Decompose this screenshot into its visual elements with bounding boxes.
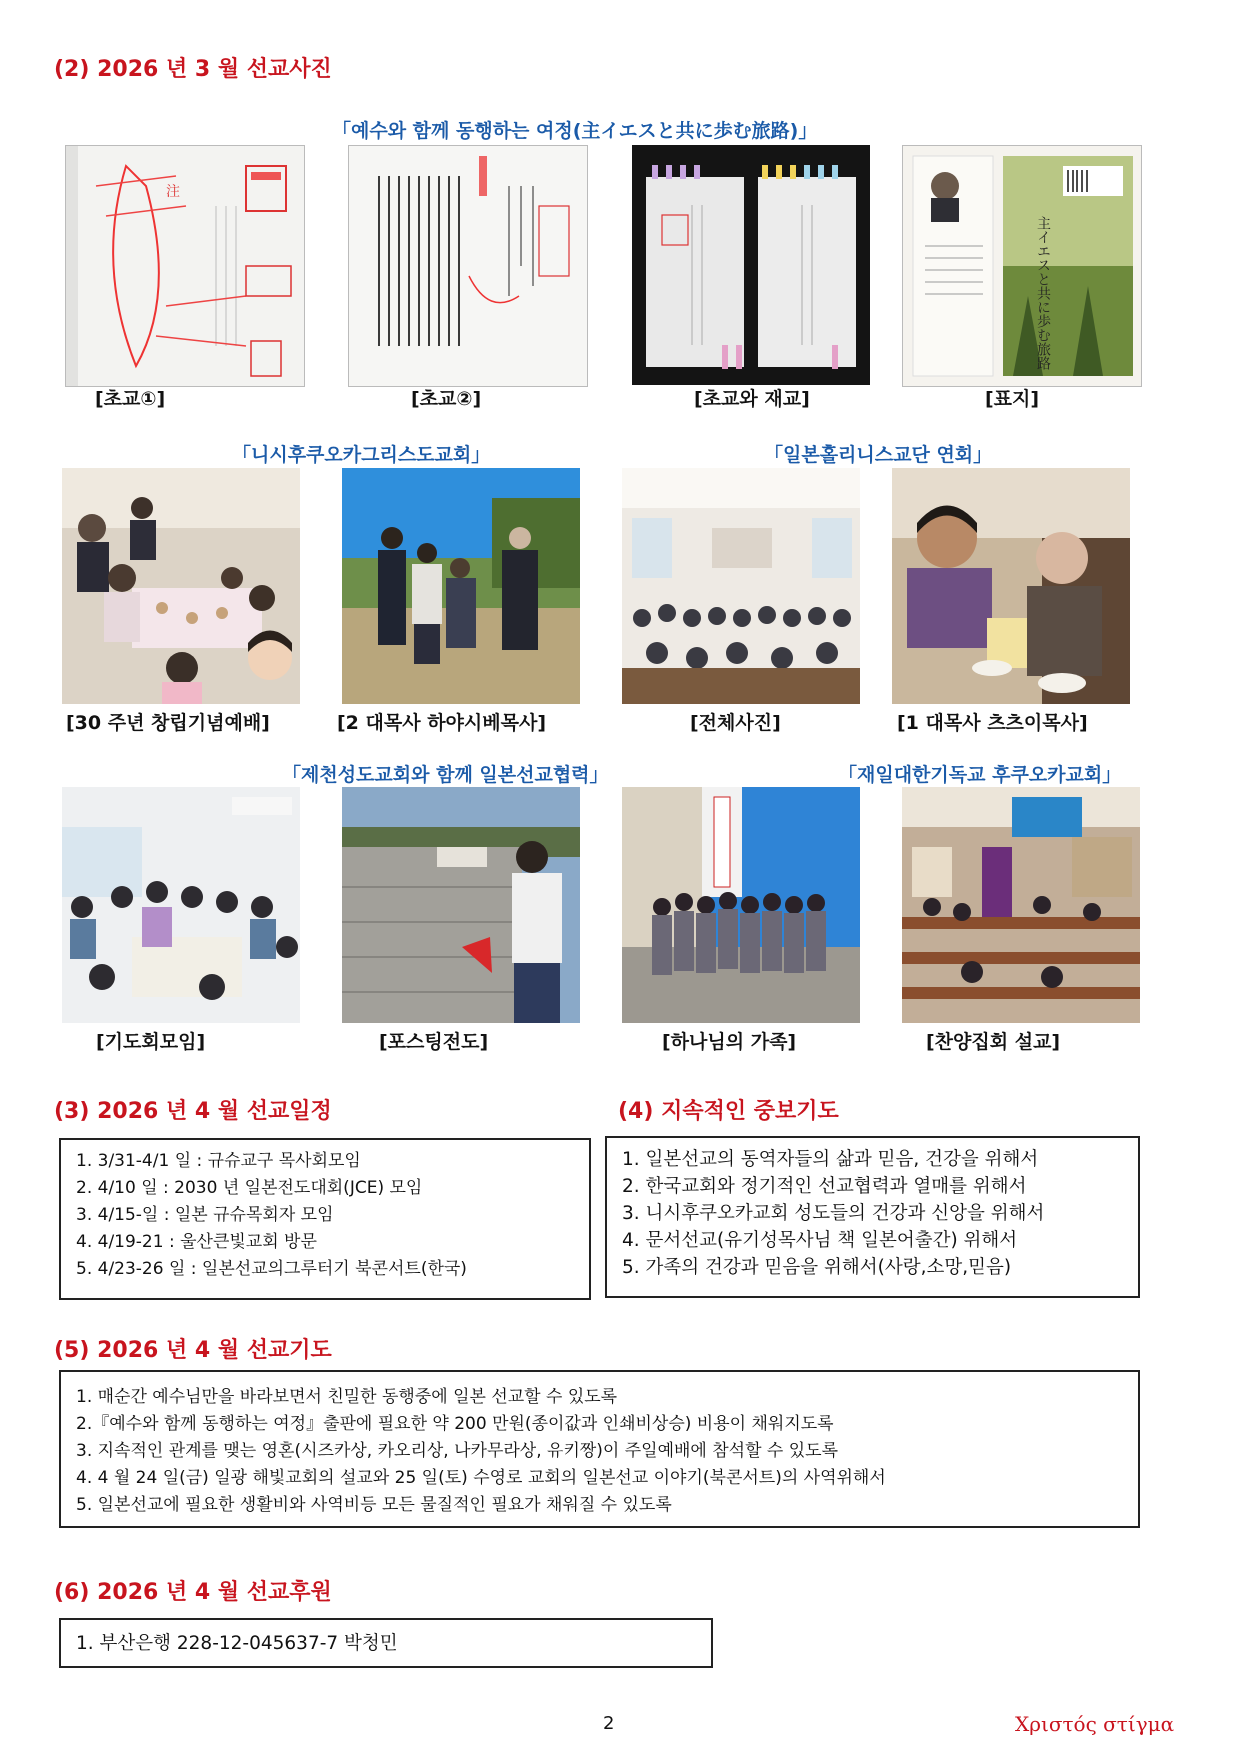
intercession-item: 1. 일본선교의 동역자들의 삶과 믿음, 건강을 위해서: [622, 1149, 1039, 1170]
intercession-item: 2. 한국교회와 정기적인 선교협력과 열매를 위해서: [622, 1176, 1027, 1197]
schedule-item: 5. 4/23-26 일 : 일본선교의그루터기 북콘서트(한국): [76, 1259, 467, 1279]
schedule-box: [59, 1138, 591, 1300]
page-number: 2: [603, 1713, 615, 1734]
support-box: [59, 1618, 713, 1668]
row1-label-2: [초교②]: [411, 388, 482, 410]
intercession-item: 5. 가족의 건강과 믿음을 위해서(사랑,소망,믿음): [622, 1257, 1012, 1278]
prayer-item: 3. 지속적인 관계를 맺는 영혼(시즈카상, 카오리상, 나카무라상, 유키짱)이 주일예배에 참석할 수 있도록: [76, 1441, 839, 1461]
section-6-heading: (6) 2026 년 4 월 선교후원: [54, 1580, 332, 1605]
caption-korean-christian: 「재일대한기독교 후쿠오카교회」: [838, 764, 1122, 786]
book-cover-photo: [902, 145, 1142, 387]
pastor-hayashibe-photo: [342, 468, 580, 704]
proof-2-photo: [348, 145, 588, 387]
family-of-god-photo: [622, 787, 860, 1023]
posting-evangelism-photo: [342, 787, 580, 1023]
row3-label-1: [기도회모임]: [96, 1031, 206, 1053]
prayer-meeting-photo: [62, 787, 300, 1023]
row1-label-1: [초교①]: [95, 388, 166, 410]
proof-comparison-photo: [632, 145, 870, 385]
prayer-item: 2.『예수와 함께 동행하는 여정』출판에 필요한 약 200 만원(종이값과 인쇄비상승) 비용이 채워지도록: [76, 1414, 834, 1434]
section-5-heading: (5) 2026 년 4 월 선교기도: [54, 1338, 332, 1363]
cover-title-text: 主イエスと共に歩む旅路: [1035, 216, 1051, 370]
footer-motto: Χριστός στίγμα: [1015, 1712, 1175, 1736]
row3-label-3: [하나님의 가족]: [662, 1031, 797, 1053]
svg-text:注: 注: [166, 184, 180, 200]
prayer-item: 5. 일본선교에 필요한 생활비와 사역비등 모든 물질적인 필요가 채워질 수 있도록: [76, 1495, 672, 1515]
schedule-item: 1. 3/31-4/1 일 : 규슈교구 목사회모임: [76, 1151, 361, 1171]
row2-label-1: [30 주년 창립기념예배]: [66, 712, 270, 734]
caption-nishi-fukuoka: 「니시후쿠오카그리스도교회」: [232, 444, 491, 466]
intercession-item: 4. 문서선교(유기성목사님 책 일본어출간) 위해서: [622, 1230, 1018, 1251]
section-2-heading: (2) 2026 년 3 월 선교사진: [54, 57, 332, 82]
prayer-item: 1. 매순간 예수님만을 바라보면서 친밀한 동행중에 일본 선교할 수 있도록: [76, 1387, 618, 1407]
row2-label-3: [전체사진]: [690, 712, 781, 734]
anniversary-photo: [62, 468, 300, 704]
group-photo: [622, 468, 860, 704]
section-3-heading: (3) 2026 년 4 월 선교일정: [54, 1099, 332, 1124]
row1-label-4: [표지]: [985, 388, 1040, 410]
book-caption: 「예수와 함께 동행하는 여정(主イエスと共に歩む旅路)」: [332, 120, 818, 142]
row1-label-3: [초교와 재교]: [694, 388, 810, 410]
caption-jecheon: 「제천성도교회와 함께 일본선교협력」: [282, 764, 609, 786]
intercession-box: [605, 1136, 1140, 1298]
intercession-item: 3. 니시후쿠오카교회 성도들의 건강과 신앙을 위해서: [622, 1203, 1045, 1224]
prayer-box: [59, 1370, 1140, 1528]
schedule-item: 4. 4/19-21 : 울산큰빛교회 방문: [76, 1232, 317, 1252]
praise-concert-photo: [902, 787, 1140, 1023]
caption-holiness: 「일본홀리니스교단 연회」: [764, 444, 993, 466]
schedule-item: 2. 4/10 일 : 2030 년 일본전도대회(JCE) 모임: [76, 1178, 423, 1198]
support-item: 1. 부산은행 228-12-045637-7 박청민: [76, 1633, 398, 1654]
pastor-tsutsui-photo: [892, 468, 1130, 704]
section-4-heading: (4) 지속적인 중보기도: [618, 1099, 839, 1124]
row2-label-2: [2 대목사 하야시베목사]: [337, 712, 547, 734]
row3-label-2: [포스팅전도]: [379, 1031, 489, 1053]
prayer-item: 4. 4 월 24 일(금) 일광 해빛교회의 설교와 25 일(토) 수영로 교회의 일본선교 이야기(북콘서트)의 사역위해서: [76, 1468, 886, 1488]
row2-label-4: [1 대목사 츠츠이목사]: [897, 712, 1088, 734]
proof-1-photo: [65, 145, 305, 387]
row3-label-4: [찬양집회 설교]: [926, 1031, 1061, 1053]
schedule-item: 3. 4/15-일 : 일본 규슈목회자 모임: [76, 1205, 334, 1225]
